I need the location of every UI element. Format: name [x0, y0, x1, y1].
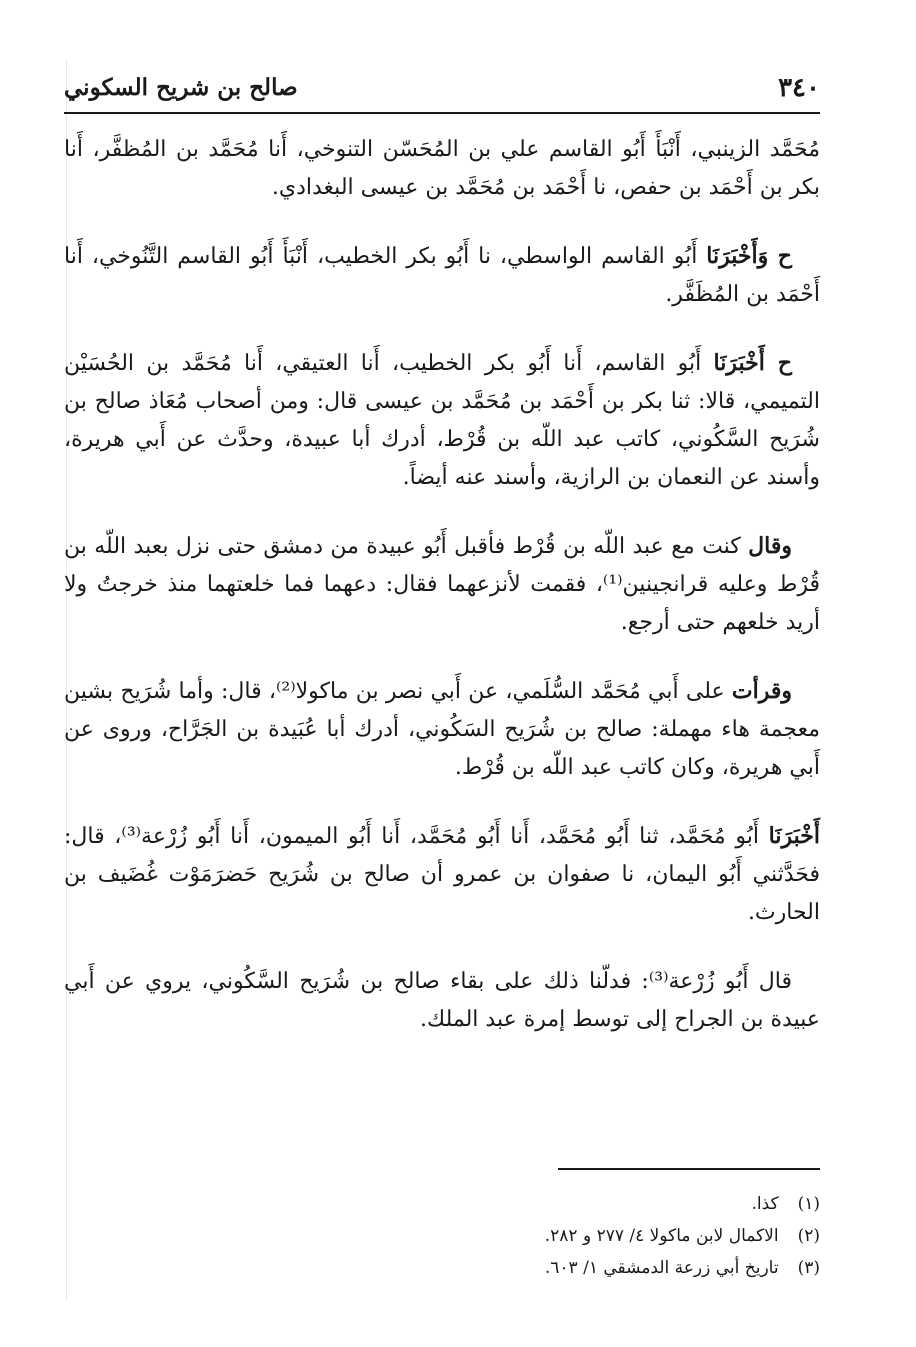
paragraph-text: مُحَمَّد الزينبي، أَنْبَأَ أَبُو القاسم علي بن المُحَسّن التنوخي، أَنا مُحَمَّد بن المُظفَّر، أَنا بكر بن أَحْمَد بن حفص، نا أَحْمَد بن مُحَمَّد بن عيسى البغدادي.	[64, 137, 820, 200]
footnote	[64, 1188, 820, 1220]
paragraph	[64, 672, 820, 787]
paragraph	[64, 344, 820, 497]
footnote-number: (٢)	[797, 1226, 820, 1246]
footnote-text: كذا.	[751, 1194, 779, 1214]
paragraph-lead: وقال	[748, 533, 792, 559]
paragraph	[64, 817, 820, 932]
paragraph-text: أَبُو القاسم الواسطي، نا أَبُو بكر الخطيب، أَنْبَأَ أَبُو القاسم التَّنُوخي، أَنا أَحْمَد بن المُظَفَّر.	[64, 244, 820, 307]
paragraph-lead: ح أَخْبَرَنَا	[713, 350, 793, 376]
header-rule	[64, 112, 820, 114]
footnote-text: تاريخ أبي زرعة الدمشقي ١/ ٦٠٣.	[544, 1258, 779, 1278]
paragraph	[64, 527, 820, 642]
footnote-number: (١)	[797, 1194, 820, 1214]
paragraph-lead: أَخْبَرَنَا	[768, 823, 820, 849]
paragraph-text: أَبُو مُحَمَّد، ثنا أَبُو مُحَمَّد، أَنا أَبُو مُحَمَّد، أَنا أَبُو الميمون، أَنا أَبُو زُرْعة⁽³⁾، قال: فحَدَّثني أَبُو اليمان، نا صفوان بن عمرو أن صالح بن شُرَيح حَضرَمَوْت غُضَيف بن الحارث.	[64, 824, 820, 925]
paragraph	[64, 237, 820, 314]
footnote-text: الاكمال لابن ماكولا ٤/ ٢٧٧ و ٢٨٢.	[544, 1226, 779, 1246]
footnote-number: (٣)	[797, 1258, 820, 1278]
page-number: ٣٤٠	[778, 73, 820, 103]
footnote	[64, 1220, 820, 1252]
paragraph-lead: وقرأت	[731, 678, 792, 704]
page-header	[64, 68, 820, 108]
paragraph-text: على أَبي مُحَمَّد السُّلَمي، عن أَبي نصر بن ماكولا⁽²⁾، قال: وأما شُرَيح بشين معجمة هاء مهملة: صالح بن شُرَيح السَكُوني، أدرك أبا عُبَيدة بن الجَرَّاح، وروى عن أَبي هريرة، وكان كاتب عبد اللّه بن قُرْط.	[64, 679, 820, 780]
main-text	[64, 130, 820, 1069]
paragraph-text: كنت مع عبد اللّه بن قُرْط فأقبل أَبُو عبيدة من دمشق حتى نزل بعبد اللّه بن قُرْط وعليه قرانجينين⁽¹⁾، فقمت لأنزعهما فقال: دعهما فما خلعتهما منذ خرجتُ ولا أريد خلعهم حتى أرجع.	[64, 534, 820, 635]
paragraph	[64, 130, 820, 207]
paragraph-lead: ح وَأَخْبَرَنَا	[706, 243, 793, 269]
paragraph	[64, 962, 820, 1039]
paragraph-text: قال أَبُو زُرْعة⁽³⁾: فدلّنا ذلك على بقاء صالح بن شُرَيح السَّكُوني، يروي عن أَبي عبيدة بن الجراح إلى توسط إمرة عبد الملك.	[64, 969, 820, 1032]
running-title: صالح بن شريح السكوني	[64, 74, 298, 101]
paragraph-text: أَبُو القاسم، أَنا أَبُو بكر الخطيب، أَنا العتيقي، أَنا مُحَمَّد بن الحُسَيْن التميمي، قالا: ثنا بكر بن أَحْمَد بن مُحَمَّد بن عيسى قال: ومن أصحاب مُعَاذ صالح بن شُرَيح السَّكُوني، كاتب عبد اللّه بن قُرْط، أدرك أبا عبيدة، وحدَّث عن أَبي هريرة، وأسند عن النعمان بن الرازية، وأسند عنه أيضاً.	[64, 351, 820, 490]
footnote	[64, 1252, 820, 1284]
footnotes	[64, 1188, 820, 1284]
